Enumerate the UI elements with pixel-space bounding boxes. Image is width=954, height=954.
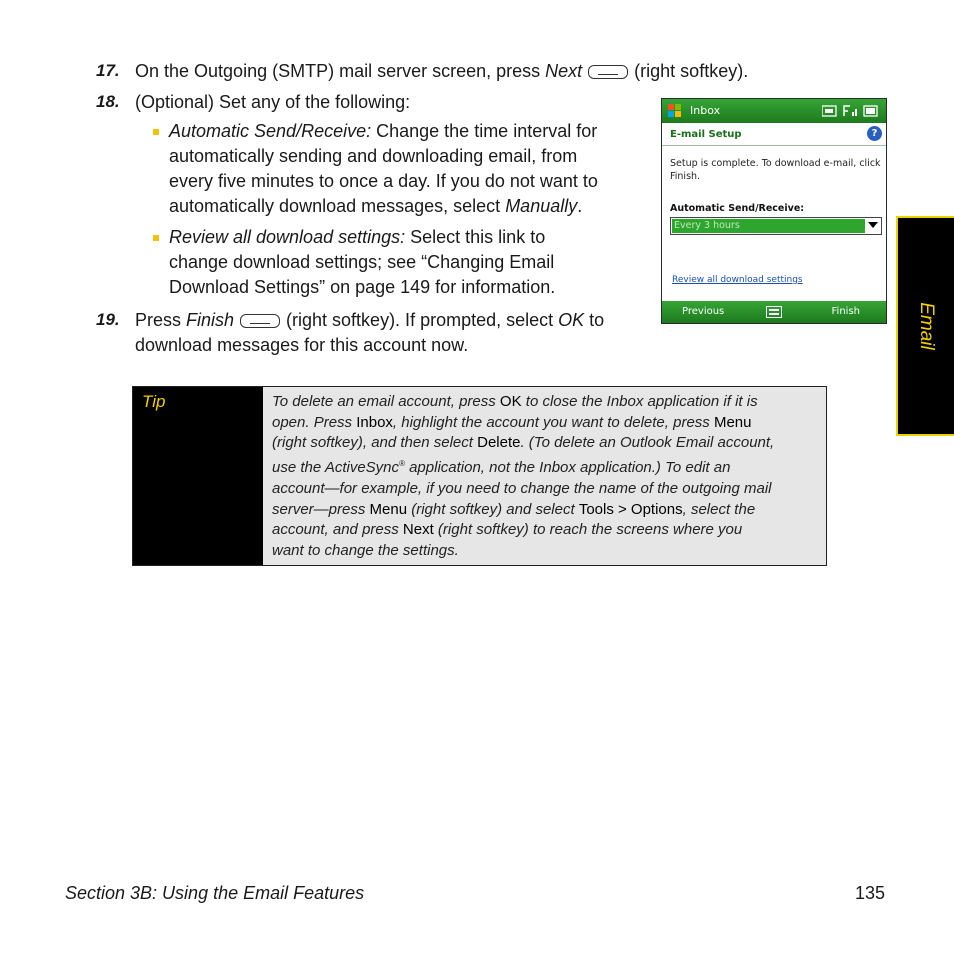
step-number-19: 19. <box>96 310 120 329</box>
phone-field-label: Automatic Send/Receive: <box>670 203 805 214</box>
softkey-icon <box>588 65 628 79</box>
step-17-key: Next <box>545 61 583 81</box>
review-download-settings-link[interactable]: Review all download settings <box>672 275 803 285</box>
bullet-text: Download Settings” on page 149 for information. <box>169 277 556 297</box>
phone-title-bar <box>662 99 886 123</box>
tip-text-run: account—for example, if you need to change the name of the outgoing mail <box>272 479 772 497</box>
step-17-post: (right softkey). <box>634 61 749 81</box>
send-receive-dropdown[interactable] <box>670 217 882 235</box>
dropdown-arrow-icon <box>868 222 878 230</box>
tip-key-menu: Menu <box>713 413 752 431</box>
tip-key-next: Next <box>402 521 434 539</box>
tip-key-delete: Delete <box>477 434 521 452</box>
tip-text-run: (right softkey) to reach the screens where you <box>433 521 743 539</box>
tip-text <box>272 392 820 562</box>
phone-message-line: Finish. <box>670 171 701 182</box>
tip-text-run: , highlight the account you want to delete, press <box>392 413 714 431</box>
tip-text-run: server—press <box>272 500 370 518</box>
phone-message <box>670 157 881 183</box>
softkey-icon <box>240 314 280 328</box>
tip-key-ok: OK <box>499 393 522 410</box>
keyboard-icon[interactable] <box>766 306 782 318</box>
tip-text-run: account, and press <box>272 521 403 539</box>
tip-text-run: application, not the Inbox application.) To edit an <box>404 459 731 477</box>
bullet-title: Review all download settings: <box>169 227 406 247</box>
finish-softkey[interactable]: Finish <box>831 306 860 317</box>
bullet-review-download-settings <box>169 225 555 300</box>
tip-text-run: (right softkey), and then select <box>272 434 478 452</box>
phone-title: Inbox <box>690 104 721 117</box>
tip-key-menu: Menu <box>369 500 408 518</box>
status-icons <box>822 104 878 118</box>
phone-message-line: Setup is complete. To download e-mail, click <box>670 158 881 169</box>
tip-key-inbox: Inbox <box>356 413 393 431</box>
step-19-post: to <box>584 310 605 330</box>
tip-text-run: To delete an email account, press <box>272 393 500 410</box>
tip-text-run: . (To delete an Outlook Email account, <box>520 434 775 452</box>
bullet-title: Automatic Send/Receive: <box>169 121 372 141</box>
bullet-text: automatically download messages, select <box>169 196 506 216</box>
bullet-text: Change the time interval for <box>371 121 598 141</box>
page-number: 135 <box>855 883 886 903</box>
step-17-pre: On the Outgoing (SMTP) mail server screen, press <box>135 61 546 81</box>
dropdown-value: Every 3 hours <box>672 219 865 233</box>
phone-header-title: E-mail Setup <box>670 129 742 140</box>
bullet-icon <box>153 235 159 241</box>
previous-softkey[interactable]: Previous <box>682 306 725 317</box>
option-manually: Manually <box>505 196 578 216</box>
step-19-key2: OK <box>558 310 585 330</box>
windows-start-icon <box>668 104 682 118</box>
bullet-text: . <box>577 196 583 216</box>
step-19-text <box>135 308 604 358</box>
tip-box <box>132 386 827 566</box>
tip-label-column <box>133 387 263 565</box>
step-18-text: (Optional) Set any of the following: <box>135 92 411 112</box>
tip-text-run: use the ActiveSync <box>272 459 400 477</box>
tip-text-run: open. Press <box>272 413 357 431</box>
footer-section-title: Section 3B: Using the Email Features <box>65 883 365 903</box>
step-number-18: 18. <box>96 92 120 111</box>
tip-label: Tip <box>142 392 166 411</box>
bullet-text: every five minutes to once a day. If you do not want to <box>169 171 598 191</box>
section-side-tab <box>896 216 954 436</box>
step-19-pre: Press <box>135 310 187 330</box>
bullet-text: automatically sending and downloading email, from <box>169 146 578 166</box>
step-17-text <box>135 59 748 84</box>
phone-screenshot <box>661 98 887 324</box>
phone-email-setup-header <box>662 123 886 146</box>
step-number-17: 17. <box>96 61 120 80</box>
tip-text-run: want to change the settings. <box>272 541 459 559</box>
tip-text-run: (right softkey) and select <box>407 500 579 518</box>
tip-key-tools-options: Tools > Options <box>578 500 683 518</box>
bullet-text: Select this link to <box>405 227 546 247</box>
bullet-automatic-send-receive <box>169 119 598 219</box>
step-19-mid: (right softkey). If prompted, select <box>286 310 559 330</box>
bullet-icon <box>153 129 159 135</box>
tip-text-run: , select the <box>682 500 756 518</box>
tip-text-run: to close the Inbox application if it is <box>521 393 758 410</box>
help-icon[interactable]: ? <box>867 126 882 141</box>
phone-menu-bar <box>662 301 886 323</box>
registered-mark: ® <box>399 459 405 469</box>
step-19-line2: download messages for this account now. <box>135 335 469 355</box>
bullet-text: change download settings; see “Changing Email <box>169 252 555 272</box>
side-tab-label: Email <box>916 302 937 350</box>
step-19-key: Finish <box>186 310 235 330</box>
